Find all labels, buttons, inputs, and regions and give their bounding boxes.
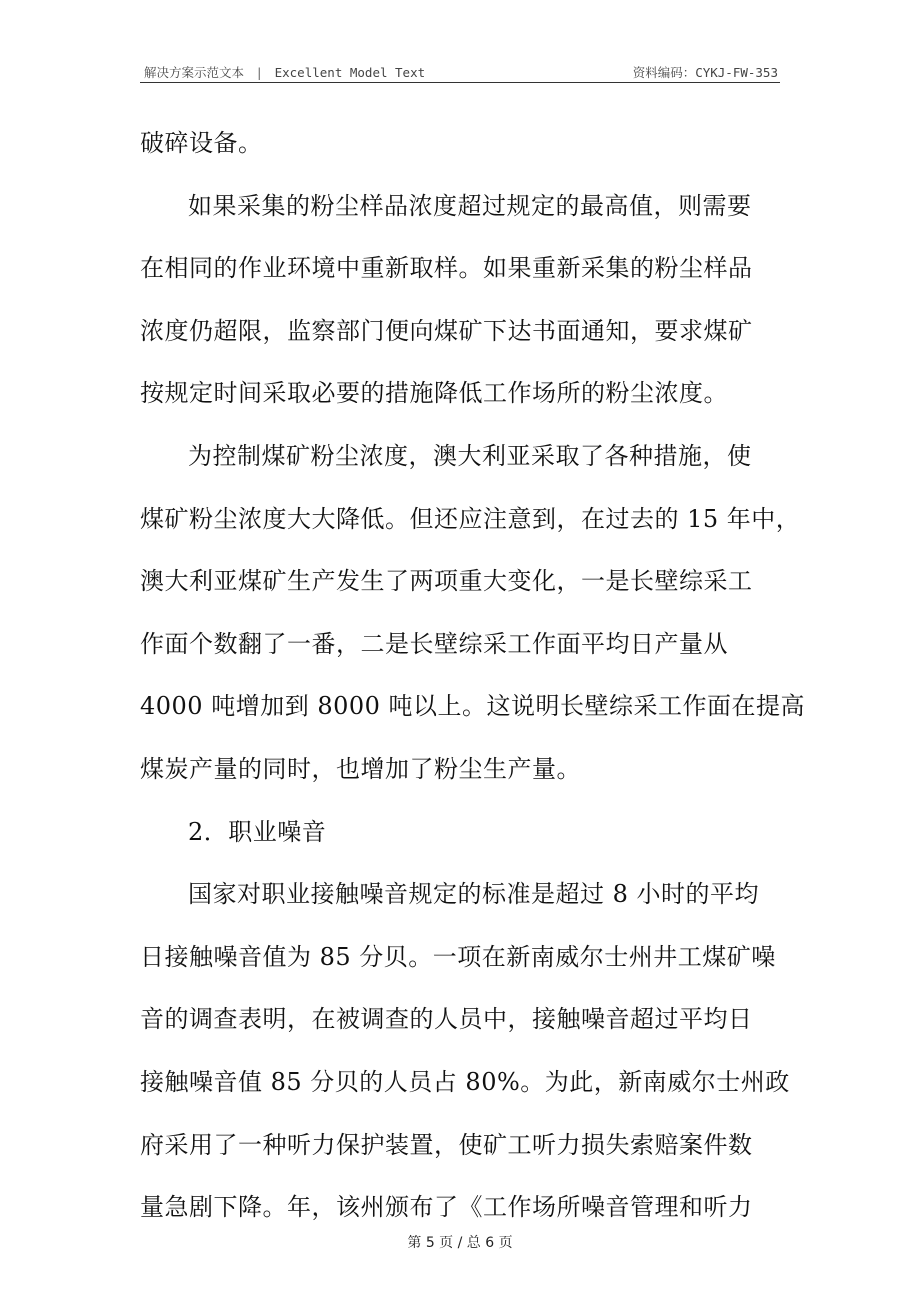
header-title-cn: 解决方案示范文本 bbox=[144, 65, 245, 80]
header-separator: | bbox=[255, 65, 264, 80]
text-line: 日接触噪音值为 85 分贝。一项在新南威尔士州井工煤矿噪 bbox=[140, 942, 776, 971]
text-line: 量急剧下降。年，该州颁布了《工作场所噪音管理和听力 bbox=[140, 1193, 753, 1222]
text-line: 按规定时间采取必要的措施降低工作场所的粉尘浓度。 bbox=[140, 379, 728, 408]
page-header bbox=[140, 60, 780, 83]
text-line: 音的调查表明，在被调查的人员中，接触噪音超过平均日 bbox=[140, 1005, 753, 1034]
text-line: 如果采集的粉尘样品浓度超过规定的最高值，则需要 bbox=[188, 191, 752, 220]
page-number: 第 5 页 / 总 6 页 bbox=[407, 1235, 513, 1251]
section-heading: 2．职业噪音 bbox=[188, 817, 327, 846]
text-line: 在相同的作业环境中重新取样。如果重新采集的粉尘样品 bbox=[140, 254, 753, 283]
text-line: 接触噪音值 85 分贝的人员占 80%。为此，新南威尔士州政 bbox=[140, 1067, 790, 1096]
header-title bbox=[144, 63, 425, 81]
text-line: 浓度仍超限，监察部门便向煤矿下达书面通知，要求煤矿 bbox=[140, 316, 753, 345]
text-line: 4000 吨增加到 8000 吨以上。这说明长壁综采工作面在提高 bbox=[140, 692, 806, 721]
document-code: 资料编码：CYKJ-FW-353 bbox=[632, 65, 778, 80]
text-line: 煤炭产量的同时，也增加了粉尘生产量。 bbox=[140, 754, 581, 783]
text-line: 澳大利亚煤矿生产发生了两项重大变化，一是长壁综采工 bbox=[140, 567, 753, 596]
text-line: 破碎设备。 bbox=[140, 129, 263, 157]
header-title-en: Excellent Model Text bbox=[274, 65, 426, 80]
text-line: 国家对职业接触噪音规定的标准是超过 8 小时的平均 bbox=[188, 880, 760, 909]
text-line: 作面个数翻了一番，二是长壁综采工作面平均日产量从 bbox=[140, 629, 728, 658]
text-line: 为控制煤矿粉尘浓度，澳大利亚采取了各种措施，使 bbox=[188, 441, 752, 470]
document-body bbox=[140, 118, 806, 1245]
text-line: 府采用了一种听力保护装置，使矿工听力损失索赔案件数 bbox=[140, 1130, 753, 1159]
text-line: 煤矿粉尘浓度大大降低。但还应注意到，在过去的 15 年中， bbox=[140, 504, 801, 533]
